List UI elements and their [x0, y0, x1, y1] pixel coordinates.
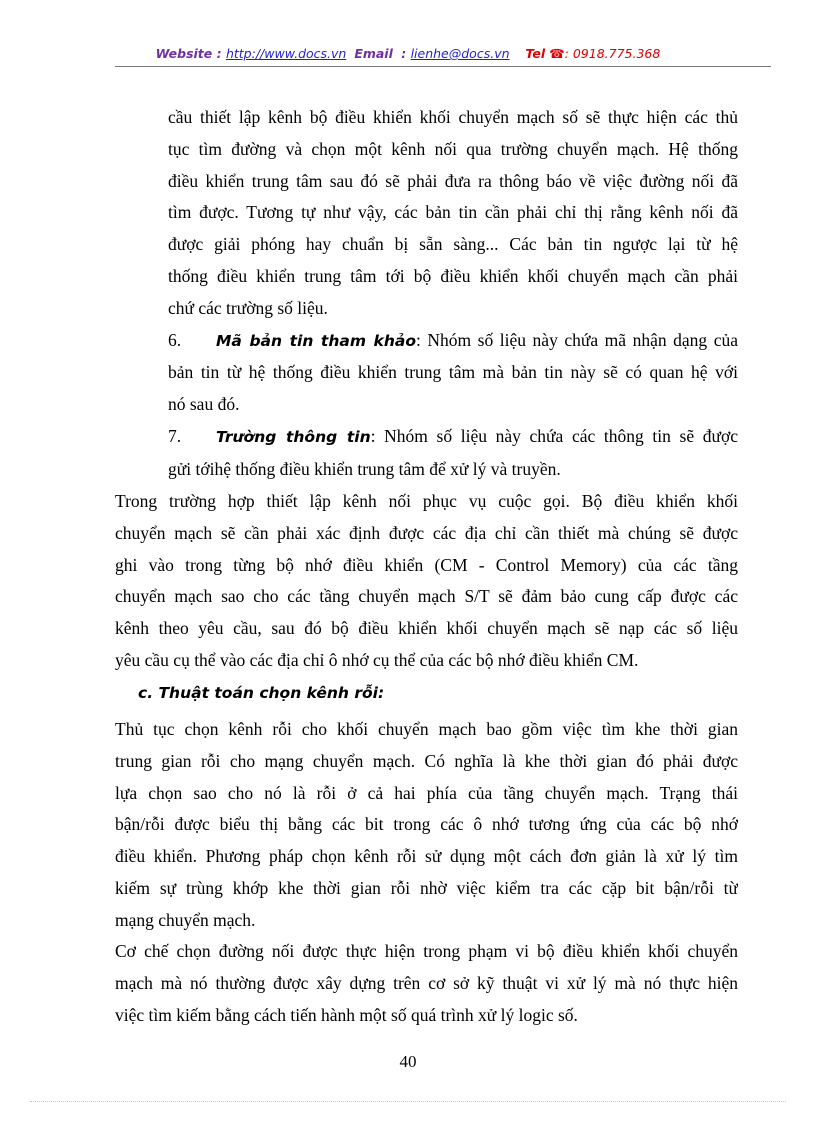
text-line: gửi tớihệ thống điều khiển trung tâm để xử lý và truyền.: [168, 458, 561, 479]
website-label: Website: [155, 46, 213, 61]
text-line: ghi vào trong từng bộ nhớ điều khiển (CM - Control Memory) của các tầng: [115, 554, 738, 575]
text-line: thống điều khiển trung tâm tới bộ điều khiển khối chuyển mạch cần phải: [168, 265, 738, 286]
tel-label: Tel: [525, 46, 546, 61]
item-description: : Nhóm số liệu này chứa mã nhận dạng của: [415, 329, 738, 350]
text-line: chuyển mạch sẽ cần phải xác định được các địa chỉ cần thiết mà chúng sẽ được: [115, 522, 738, 543]
item-number: 6.: [168, 329, 182, 350]
text-line: tìm được. Tương tự như vậy, các bản tin cần phải chỉ thị rằng kênh nối đã: [168, 202, 738, 223]
text-line: việc tìm kiếm bằng cách tiến hành một số quá trình xử lý logic số.: [115, 1004, 578, 1025]
text-line: lựa chọn sao cho nó là rỗi ở cả hai phía của tầng chuyển mạch. Trạng thái: [115, 782, 738, 803]
paragraph-channel-setup: [115, 486, 738, 677]
item-number: 7.: [168, 425, 182, 446]
paragraph-route-selection: [115, 936, 738, 1031]
continued-paragraph: [168, 102, 738, 486]
item-description: : Nhóm số liệu này chứa các thông tin sẽ được: [370, 425, 738, 446]
text-line: nó sau đó.: [168, 394, 240, 415]
text-line: bận/rỗi được biểu thị bằng các bit trong các ô nhớ tương ứng của các bộ nhớ: [115, 814, 738, 835]
telephone-icon: ☎: [549, 46, 565, 61]
tel-number: 0918.775.368: [572, 46, 661, 61]
text-line: kiếm sự trùng khớp khe thời gian rỗi nhờ việc kiểm tra các cặp bit bận/rỗi từ: [115, 877, 738, 898]
text-line: Cơ chế chọn đường nối được thực hiện trong phạm vi bộ điều khiển khối chuyển: [115, 941, 738, 961]
text-line: được giải phóng hay chuẩn bị sẵn sàng... Các bản tin ngược lại từ hệ: [168, 234, 738, 255]
text-line: mạch mà nó thường được xây dựng trên cơ sở kỹ thuật vi xử lý mà nó thực hiện: [115, 972, 738, 993]
page-number: 40: [399, 1052, 417, 1071]
website-separator: :: [212, 46, 226, 61]
email-label: Email: [354, 46, 393, 61]
page-bottom-divider: [30, 1101, 786, 1102]
text-line: tục tìm đường và chọn một kênh nối qua trường chuyển mạch. Hệ thống: [168, 138, 738, 159]
section-heading: c. Thuật toán chọn kênh rỗi:: [138, 684, 385, 702]
tel-separator: :: [564, 46, 573, 61]
list-item-7: [168, 421, 738, 454]
text-line: Trong trường hợp thiết lập kênh nối phục vụ cuộc gọi. Bộ điều khiển khối: [115, 491, 738, 511]
text-line: điều khiển. Phương pháp chọn kênh rỗi sử dụng một cách đơn giản là xử lý tìm: [115, 846, 738, 867]
email-link[interactable]: lienhe@docs.vn: [410, 46, 510, 61]
email-separator: :: [396, 46, 411, 61]
header-divider: [115, 66, 771, 67]
page-header: [0, 46, 816, 61]
text-line: bản tin từ hệ thống điều khiển trung tâm mà bản tin này sẽ có quan hệ với: [168, 362, 738, 383]
text-line: cầu thiết lập kênh bộ điều khiển khối chuyển mạch số sẽ thực hiện các thủ: [168, 107, 738, 127]
text-line: mạng chuyển mạch.: [115, 909, 256, 930]
paragraph-idle-channel: [115, 714, 738, 937]
text-line: trung gian rỗi cho mạng chuyển mạch. Có nghĩa là khe thời gian đó phải được: [115, 750, 738, 771]
website-link[interactable]: http://www.docs.vn: [225, 46, 347, 61]
text-line: chứ các trường số liệu.: [168, 297, 328, 318]
item-term: Trường thông tin: [216, 427, 371, 446]
text-line: yêu cầu cụ thể vào các địa chỉ ô nhớ cụ thể của các bộ nhớ điều khiển CM.: [115, 649, 639, 670]
item-term: Mã bản tin tham khảo: [216, 331, 416, 350]
list-item-6: [168, 325, 738, 358]
text-line: điều khiển trung tâm sau đó sẽ phải đưa ra thông báo về việc đường nối đã: [168, 170, 738, 191]
text-line: chuyển mạch sao cho các tầng chuyển mạch S/T sẽ đảm bảo cung cấp được các: [115, 586, 738, 607]
text-line: Thủ tục chọn kênh rỗi cho khối chuyển mạch bao gồm việc tìm khe thời gian: [115, 719, 738, 739]
text-line: kênh theo yêu cầu, sau đó bộ điều khiển khối chuyển mạch sẽ nạp các số liệu: [115, 618, 738, 639]
